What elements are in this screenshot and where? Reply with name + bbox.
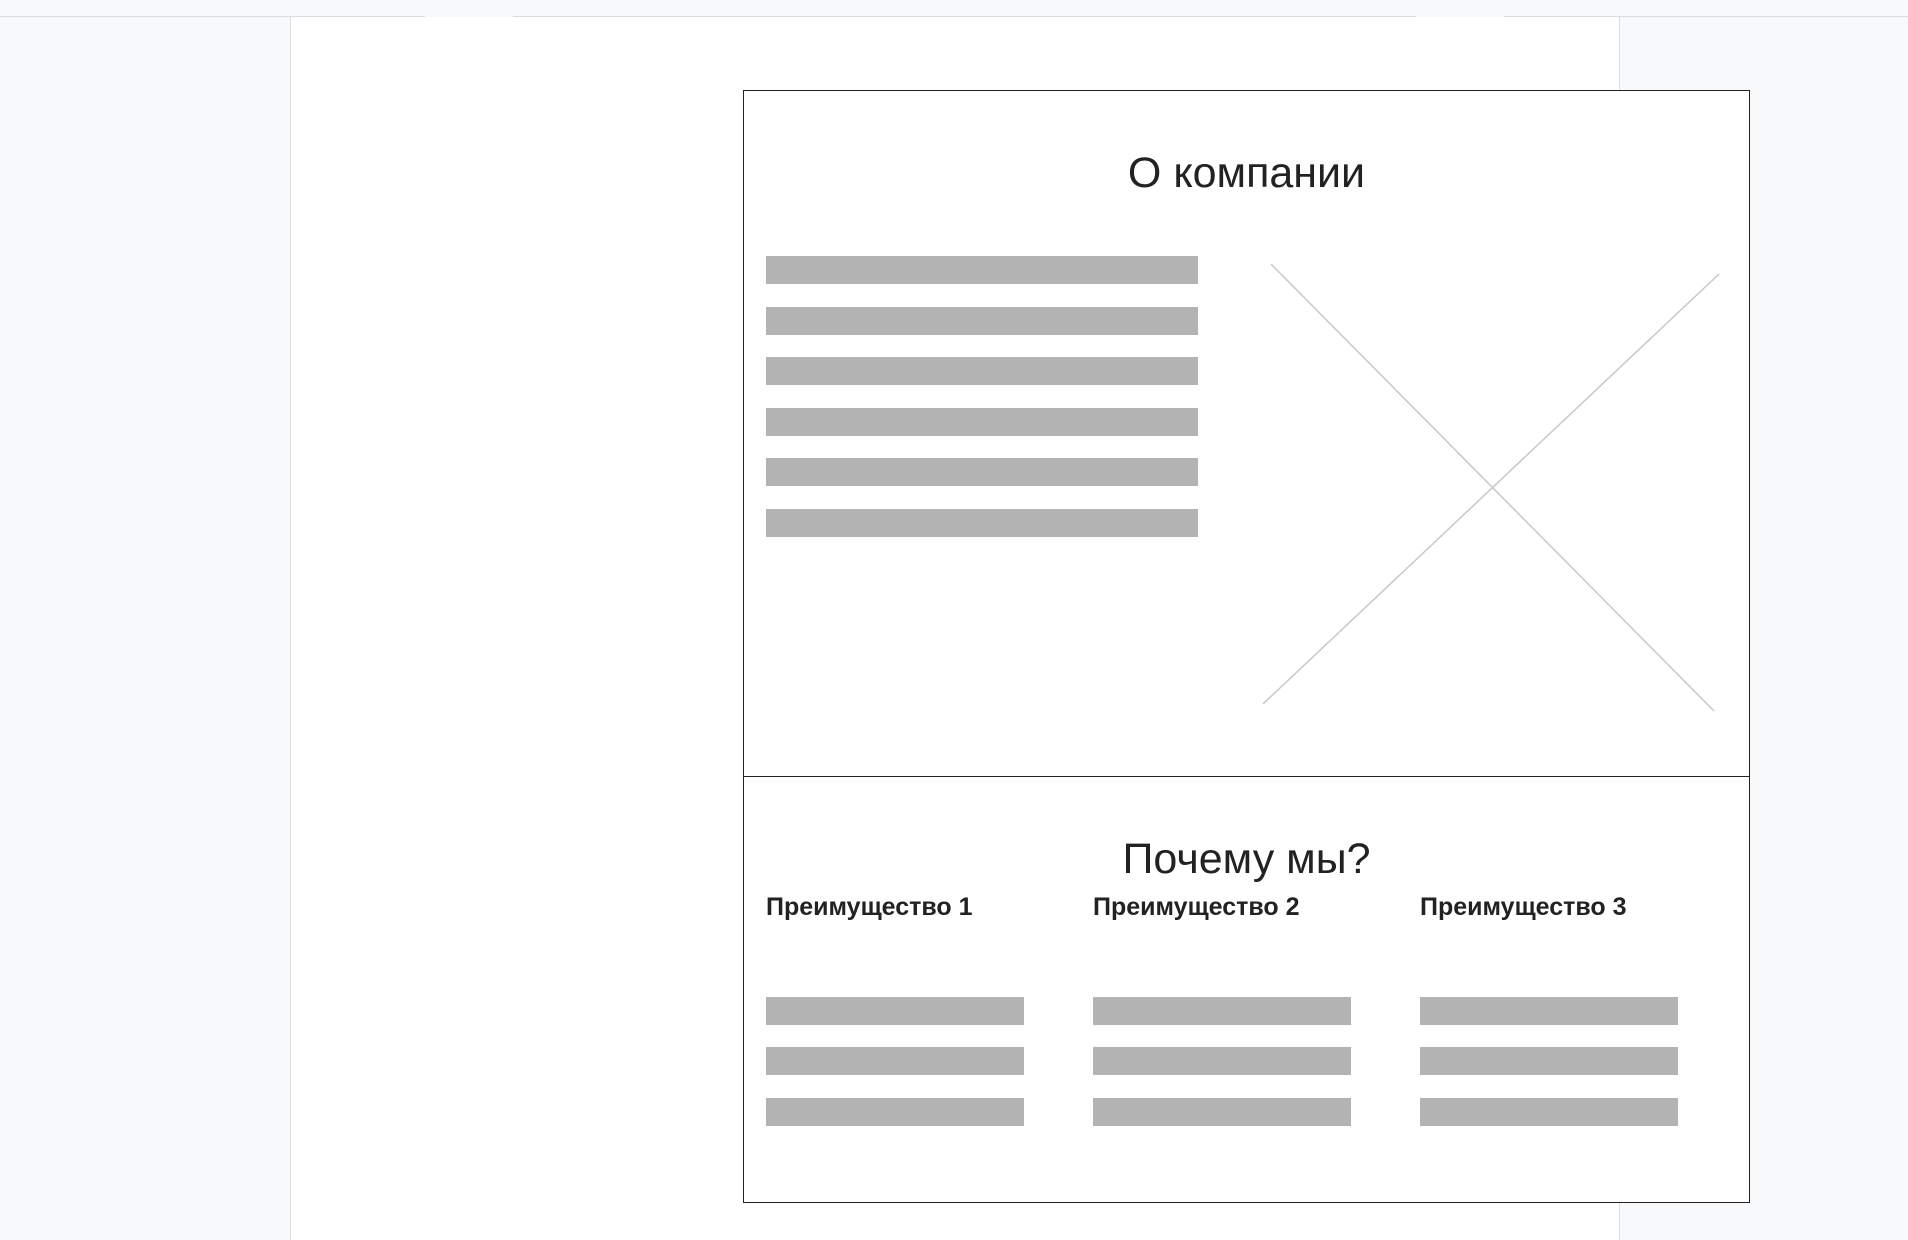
- about-text-line: [766, 458, 1198, 486]
- image-placeholder-diagonal-2: [1263, 274, 1719, 704]
- landing-wireframe: [743, 90, 1750, 1203]
- page-canvas: [290, 17, 1627, 1240]
- about-title: О компании: [1127, 149, 1366, 197]
- feature-text-line: [1420, 1098, 1678, 1126]
- about-text-line: [766, 256, 1198, 284]
- feature-text-line: [766, 1047, 1024, 1075]
- image-placeholder-icon: [1259, 256, 1729, 716]
- about-text-line: [766, 307, 1198, 335]
- why-title: Почему мы?: [1122, 835, 1371, 883]
- feature-text-line: [1093, 1047, 1351, 1075]
- feature-title: Преимущество 1: [766, 893, 973, 921]
- about-section: [744, 91, 1749, 777]
- feature-text-line: [1420, 997, 1678, 1025]
- feature-text-line: [1093, 1098, 1351, 1126]
- feature-text-line: [1093, 997, 1351, 1025]
- feature-title: Преимущество 3: [1420, 893, 1627, 921]
- about-text-line: [766, 357, 1198, 385]
- feature-title: Преимущество 2: [1093, 893, 1300, 921]
- why-section: [744, 777, 1749, 1202]
- feature-text-line: [1420, 1047, 1678, 1075]
- about-text-line: [766, 509, 1198, 537]
- about-text-line: [766, 408, 1198, 436]
- feature-text-line: [766, 997, 1024, 1025]
- feature-text-line: [766, 1098, 1024, 1126]
